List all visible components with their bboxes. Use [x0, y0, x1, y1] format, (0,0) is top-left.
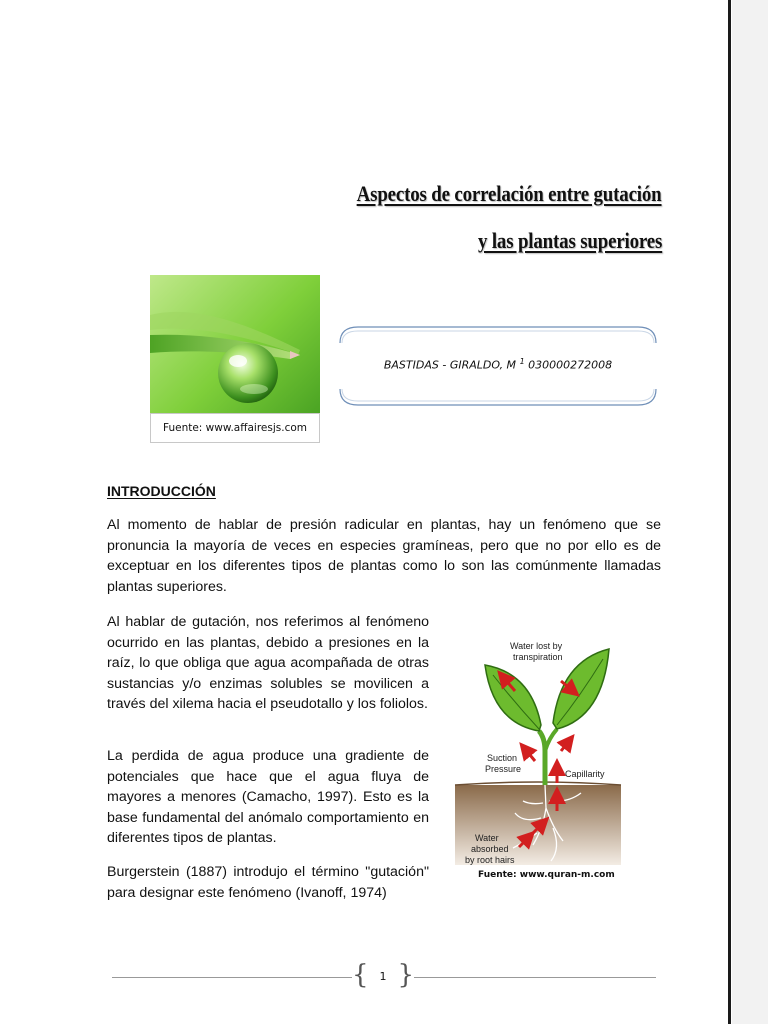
right-brace-icon: }: [397, 960, 414, 990]
footer-rule-left: [112, 977, 352, 978]
paragraph-1: Al momento de hablar de presión radicular en plantas, hay un fenómeno que se pronuncia la mayoría de veces en especies gramíneas, pero que no por ello es de exceptuar en los diferentes tipos de plantas como lo son las comúnmente llamadas plantas superiores.: [107, 517, 661, 595]
label-water-lost-1: Water lost by: [510, 641, 563, 651]
paragraph-3: La perdida de agua produce una gradiente de potenciales que hace que el agua fluya de mayores a menores (Camacho, 1997). Esto es la base fundamental del anómalo comportamiento en diferentes tipos de plantas.: [107, 748, 429, 846]
page-edge: [728, 0, 768, 1024]
left-brace-icon: {: [352, 960, 369, 990]
label-absorbed-3: by root hairs: [465, 855, 515, 865]
image-caption-2: Fuente: www.quran-m.com: [478, 870, 615, 880]
water-drop-image: [150, 275, 320, 443]
image-caption-1: Fuente: www.affairesjs.com: [150, 413, 320, 443]
label-absorbed-1: Water: [475, 833, 499, 843]
footer-rule-right: [414, 977, 656, 978]
section-heading: INTRODUCCIÓN: [107, 483, 216, 499]
paragraph-2: Al hablar de gutación, nos referimos al fenómeno ocurrido en las plantas, debido a presiones en la raíz, lo que obliga que agua acompañada de otras sustancias y/o enzimas solubles se movilicen a través del xilema hacia el pseudotallo y los foliolos.: [107, 614, 429, 712]
page-number-block: [352, 960, 414, 991]
label-suction-2: Pressure: [485, 764, 522, 774]
label-suction-1: Suction: [487, 753, 518, 763]
title-line-2: y las plantas superiores: [477, 228, 662, 253]
label-capillarity: Capillarity: [565, 769, 605, 779]
plant-illustration: [453, 633, 623, 868]
title-line-1: Aspectos de correlación entre gutación: [357, 181, 662, 206]
paragraph-4: Burgerstein (1887) introdujo el término "gutación" para designar este fenómeno (Ivanoff, 1974): [107, 864, 429, 901]
page-number: 1: [379, 970, 387, 983]
author-line: [338, 357, 658, 372]
author-code: 030000272008: [528, 358, 613, 372]
author-name: BASTIDAS - GIRALDO, M: [383, 358, 517, 372]
author-box: [338, 323, 658, 409]
author-superscript: 1: [519, 357, 525, 366]
plant-diagram: [453, 633, 623, 868]
label-absorbed-2: absorbed: [471, 844, 509, 854]
label-water-lost-2: transpiration: [513, 652, 563, 662]
